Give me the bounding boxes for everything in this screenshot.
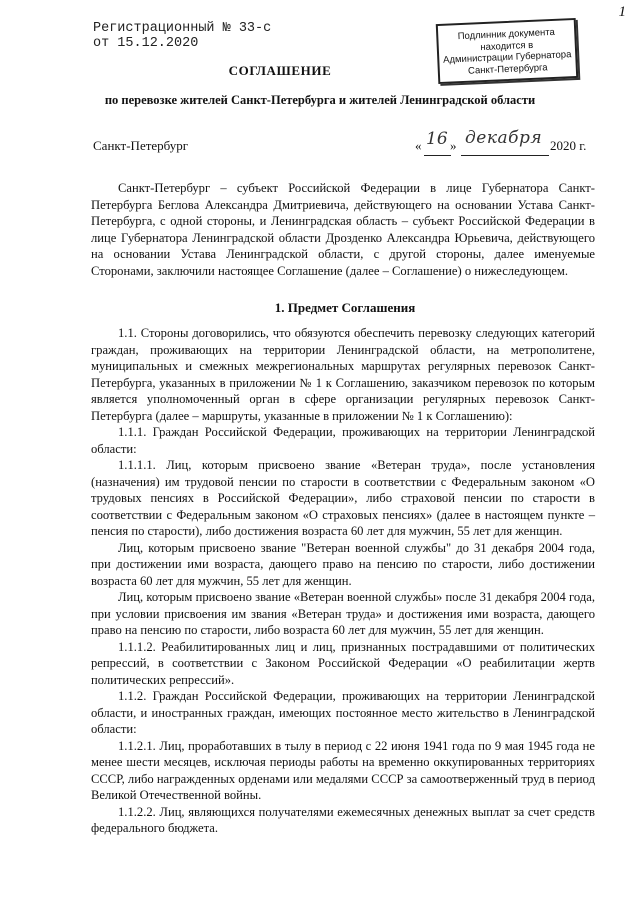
- place-of-signing: Санкт-Петербург: [93, 138, 189, 153]
- month-underline: [461, 155, 549, 156]
- date-open-quote: «: [415, 138, 422, 153]
- stamp-line: Санкт-Петербурга: [467, 61, 548, 77]
- paragraph: 1.1. Стороны договорились, что обязуются обеспечить перевозку следующих категорий граждан, проживающих на территории Ленинградской области, на метрополитене, муниципальных и смежных межрегиональных маршрутах регулярных перевозок Санкт-Петербурга, указанных в приложении № 1 к Соглашению, заказчиком перевозок по которым является уполномоченный орган в сфере организации регулярных перевозок Санкт-Петербурга (далее – маршруты, указанные в приложении № 1 к Соглашению):: [91, 326, 595, 423]
- page-number-mark: 1: [618, 4, 626, 20]
- date-day-handwritten: 16: [426, 129, 448, 149]
- date-close-quote: »: [450, 138, 457, 153]
- stamp-line: Подлинник документа: [457, 26, 556, 43]
- paragraph: 1.1.2.2. Лиц, являющихся получателями ежемесячных денежных выплат за счет средств федерального бюджета.: [91, 804, 595, 835]
- signing-date: [415, 128, 595, 158]
- section-heading: 1. Предмет Соглашения: [274, 300, 416, 315]
- section-body: [91, 325, 595, 837]
- paragraph: Лиц, которым присвоено звание "Ветеран военной службы" до 31 декабря 2004 года, при достижении ими возраста, дающего право на пенсию по старости, либо достижении возраста 60 лет для мужчин, 55 лет для женщин.: [91, 540, 595, 588]
- document-subtitle: по перевозке жителей Санкт-Петербурга и жителей Ленинградской области: [104, 93, 536, 107]
- day-underline: [424, 155, 451, 156]
- date-year: 2020 г.: [550, 138, 587, 153]
- preamble-block: [91, 180, 595, 279]
- registration-date: от 15.12.2020: [93, 36, 199, 51]
- stamp-line: находится в: [480, 39, 534, 53]
- paragraph: 1.1.2. Граждан Российской Федерации, проживающих на территории Ленинградской области, и иностранных граждан, имеющих постоянное место жительство в Ленинградской области:: [91, 689, 595, 736]
- preamble-paragraph: Санкт-Петербург – субъект Российской Федерации в лице Губернатора Санкт-Петербурга Беглова Александра Дмитриевича, действующего на основании Устава Санкт-Петербурга, с одной стороны, и Ленинградская область – субъект Российской Федерации в лице Губернатора Ленинградской области Дрозденко Александра Юрьевича, действующего на основании Устава Ленинградской области, с другой стороны, далее именуемые Сторонами, заключили настоящее Соглашение (далее – Соглашение) о нижеследующем.: [91, 181, 595, 278]
- registration-stamp: [93, 21, 271, 51]
- paragraph: 1.1.2.1. Лиц, проработавших в тылу в период с 22 июня 1941 года по 9 мая 1945 года не менее шести месяцев, исключая периоды работы на временно оккупированных территориях СССР, либо награжденных орденами или медалями СССР за самоотверженный труд в период Великой Отечественной войны.: [91, 738, 595, 802]
- paragraph: 1.1.1.2. Реабилитированных лиц и лиц, признанных пострадавшими от политических репрессий, в соответствии с Законом Российской Федерации «О реабилитации жертв политических репрессий».: [91, 639, 595, 687]
- stamp-line: Администрации Губернатора: [442, 49, 572, 66]
- document-title: СОГЛАШЕНИЕ: [228, 63, 332, 78]
- registration-number: Регистрационный № 33-с: [93, 21, 272, 36]
- paragraph: Лиц, которым присвоено звание «Ветеран военной службы» после 31 декабря 2004 года, при условии присвоения им звания «Ветеран труда» и достижения ими возраста, дающего право на пенсию по старости, либо возраста 60 лет для мужчин, 55 лет для женщин.: [91, 590, 595, 637]
- date-month-handwritten: декабря: [465, 128, 543, 148]
- paragraph: 1.1.1. Граждан Российской Федерации, проживающих на территории Ленинградской области:: [91, 425, 595, 456]
- paragraph: 1.1.1.1. Лиц, которым присвоено звание «Ветеран труда», после установления (назначения) им трудовой пенсии по старости в соответствии с Федеральным законом «О трудовых пенсиях в Российской Федерации», либо страховой пенсии по старости в соответствии с Федеральным законом «О страховых пенсиях» (далее в настоящем пункте – пенсия по старости), либо достижения возраста 60 лет для мужчин, 55 лет для женщин.: [91, 458, 595, 538]
